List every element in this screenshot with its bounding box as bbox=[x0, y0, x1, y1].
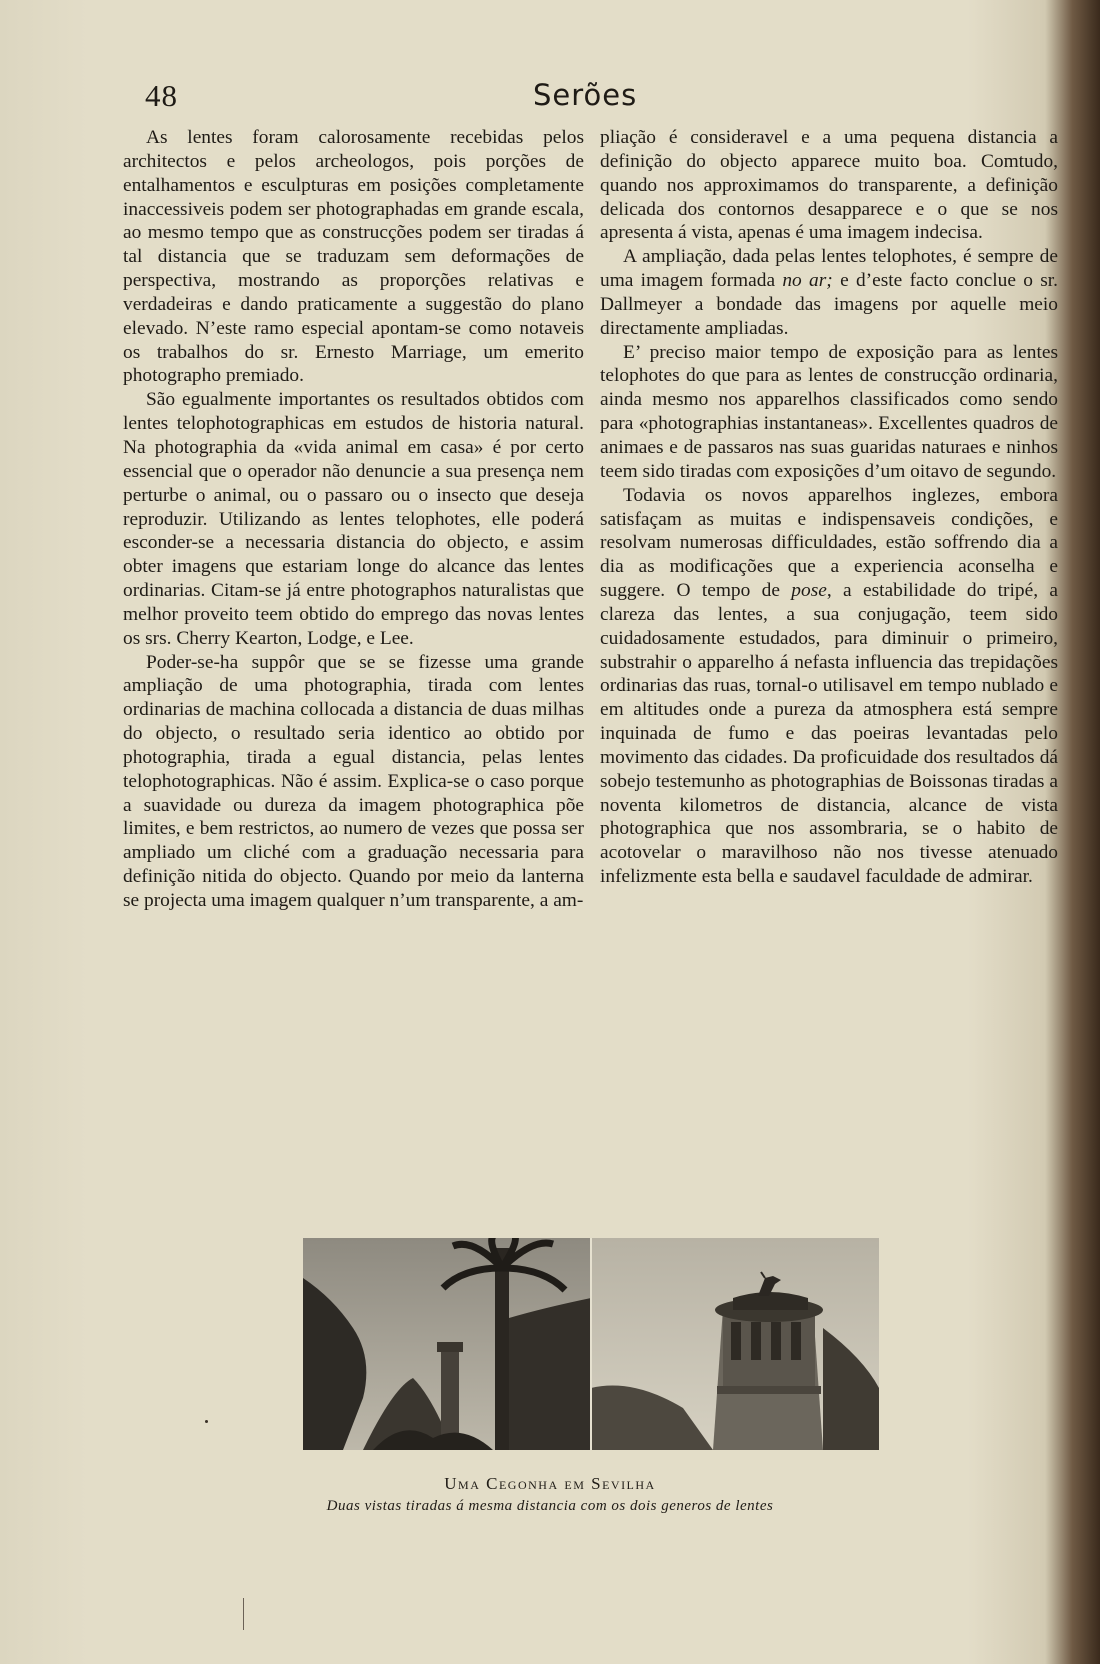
right-photo bbox=[591, 1238, 879, 1450]
right-paragraph-4-text-b: , a estabilidade do tripé, a clareza das lentes, a sua conjugação, teem sido cuidadosamente estudados, para diminuir o primeiro, substrahir o apparelho á nefasta influencia das trepidações ordinarias das ruas, tornal-o utilisavel em tempo nublado e em altitudes onde a pureza da atmosphera está sempre inquinada de fumo e das poeiras levantadas pelo movimento das cidades. Da proficuidade dos resultados dá sobejo testemunho as photographias de Boissonas tiradas a noventa kilometros de distancia, alcance de vista photographica que nos assombraria, se o habito de acotovelar o maravilhoso não nos tivesse atenuado infelizmente esta bella e saudavel faculdade de admirar. bbox=[600, 580, 1058, 888]
right-paragraph-4-text-a: Todavia os novos apparelhos inglezes, embora satisfaçam as muitas e indispensaveis condições, e resolvam numerosas difficuldades, estão soffrendo dia a dia as modificações que a experiencia aconselha e suggere. O tempo de bbox=[600, 484, 1058, 602]
left-paragraph-1: As lentes foram calorosamente recebidas pelos architectos e pelos archeologos, pois porções de entalhamentos e esculpturas em posições completamente inaccessiveis podem ser photographadas em grande escala, ao mesmo tempo que as construcções podem ser tiradas á tal distancia que se traduzam sem deformações de perspectiva, mostrando as proporções relativas e verdadeiras e dando praticamente a suggestão do plano elevado. N’este ramo especial apontam-se como notaveis os trabalhos do sr. Ernesto Marriage, um emerito photographo premiado. bbox=[123, 127, 584, 387]
right-paragraph-2-text-b: e d’este facto conclue o sr. Dallmeyer a bondade das imagens por aquelle meio directamente ampliadas. bbox=[600, 270, 1059, 339]
figure-caption-subtitle: Duas vistas tiradas á mesma distancia com os dois generos de lentes bbox=[326, 1498, 774, 1514]
right-paragraph-2-text-a: A ampliação, dada pelas lentes telophotes, é sempre de uma imagem formada bbox=[600, 246, 1058, 292]
right-paragraph-4-italic: pose bbox=[791, 580, 827, 602]
ink-dot bbox=[205, 1420, 208, 1423]
figure-caption-title: Uma Cegonha em Sevilha bbox=[444, 1474, 656, 1493]
page-number: 48 bbox=[145, 78, 178, 113]
right-paragraph-1: pliação é consideravel e a uma pequena distancia a definição do objecto apparece muito boa. Comtudo, quando nos approximamos do transparente, a definição delicada dos contornos desapparece e o que se nos apresenta á vista, apenas é uma imagem indecisa. bbox=[600, 127, 1058, 244]
right-paragraph-2-italic: no ar; bbox=[782, 270, 833, 292]
page-header bbox=[145, 78, 638, 118]
left-photo bbox=[303, 1238, 591, 1450]
left-column bbox=[123, 126, 584, 913]
left-paragraph-2: São egualmente importantes os resultados obtidos com lentes telophotographicas em estudos de historia natural. Na photographia da «vida animal em casa» é por certo essencial que o operador não denuncie a sua presença nem perturbe o animal, ou o passaro ou o insecto que deseja reproduzir. Utilizando as lentes telophotes, elle poderá esconder-se a necessaria distancia do objecto, e assim obter imagens que estariam longe do alcance das lentes ordinarias. Citam-se já entre photographos naturalistas que melhor proveito teem obtido do emprego das novas lentes os srs. Cherry Kearton, Lodge, e Lee. bbox=[123, 389, 584, 649]
ink-mark bbox=[243, 1598, 244, 1630]
right-paragraph-2 bbox=[600, 245, 1058, 340]
stork-photo-illustration bbox=[303, 1238, 879, 1450]
right-column bbox=[600, 126, 1058, 889]
stork-photographs bbox=[303, 1238, 879, 1450]
right-paragraph-3: E’ preciso maior tempo de exposição para as lentes telophotes do que para as lentes de construcção ordinaria, ainda mesmo nos apparelhos classificados como sendo para «photographias instantaneas». Excellentes quadros de animaes e de passaros nas suas guaridas naturaes e ninhos teem sido tiradas com exposições d’um oitavo de segundo. bbox=[600, 341, 1058, 482]
left-paragraph-3: Poder-se-ha suppôr que se se fizesse uma grande ampliação de uma photographia, tirada com lentes ordinarias de machina collocada a distancia de duas milhas do objecto, o resultado seria identico ao obtido por photographia, tirada a egual distancia, pelas lentes telophotographicas. Não é assim. Explica-se o caso porque a suavidade ou dureza da imagem photographica põe limites, e bem restrictos, ao numero de vezes que possa ser ampliado um cliché com a graduação necessaria para definição nitida do objecto. Quando por meio da lanterna se projecta uma imagem qualquer n’um transparente, a am- bbox=[123, 651, 584, 911]
running-title: Serões bbox=[533, 78, 638, 112]
right-paragraph-4 bbox=[600, 484, 1058, 889]
